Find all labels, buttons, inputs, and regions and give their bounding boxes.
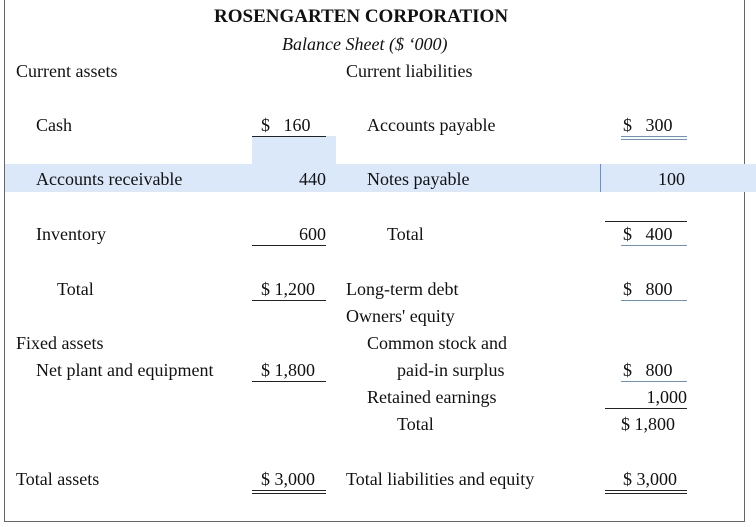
cash-underline (252, 136, 326, 137)
current-assets-heading: Current assets (16, 61, 118, 81)
accounts-receivable-value: 440 (299, 169, 326, 189)
total-liabilities-equity-value: $ 3,000 (623, 469, 677, 489)
notes-payable-box-left (600, 164, 601, 192)
balance-sheet-subtitle: Balance Sheet ($ ‘000) (282, 34, 448, 54)
long-term-debt-underline (621, 300, 687, 301)
owners-equity-label: Owners' equity (346, 306, 455, 326)
total-liabilities-equity-underline (605, 490, 687, 491)
liabilities-total-underline (621, 245, 687, 246)
total-liabilities-equity-label: Total liabilities and equity (346, 469, 535, 489)
common-stock-label-1: Common stock and (367, 333, 507, 353)
total-liabilities-equity-underline-2 (605, 493, 687, 494)
total-assets-underline (252, 490, 326, 491)
current-liabilities-heading: Current liabilities (346, 61, 473, 81)
long-term-debt-label: Long-term debt (346, 279, 459, 299)
company-title: ROSENGARTEN CORPORATION (214, 6, 509, 27)
total-assets-label: Total assets (16, 469, 100, 489)
row-highlight-cell (252, 136, 336, 164)
accounts-payable-label: Accounts payable (367, 115, 496, 135)
accounts-receivable-label: Accounts receivable (36, 169, 183, 189)
total-assets-value: $ 3,000 (261, 469, 315, 489)
total-assets-underline-2 (252, 493, 326, 494)
net-plant-underline (252, 381, 326, 382)
equity-total-label: Total (397, 414, 434, 434)
inventory-label: Inventory (36, 224, 106, 244)
liabilities-total-rule (605, 221, 687, 222)
inventory-value: 600 (299, 224, 326, 244)
liabilities-total-value: $ 400 (623, 224, 673, 244)
current-assets-total-label: Total (57, 279, 94, 299)
notes-payable-value: 100 (658, 169, 685, 189)
notes-payable-label: Notes payable (367, 169, 470, 189)
common-stock-underline (621, 381, 687, 382)
retained-earnings-value: 1,000 (646, 387, 687, 407)
common-stock-label-2: paid-in surplus (397, 360, 505, 380)
accounts-payable-underline-2 (621, 139, 687, 140)
retained-earnings-underline (605, 408, 687, 409)
liabilities-total-label: Total (387, 224, 424, 244)
common-stock-value: $ 800 (623, 360, 673, 380)
net-plant-label: Net plant and equipment (36, 360, 214, 380)
current-assets-total-value: $ 1,200 (261, 279, 315, 299)
current-assets-total-underline (252, 300, 326, 301)
inventory-underline (252, 245, 326, 246)
cash-value: $ 160 (261, 115, 311, 135)
equity-total-value: $ 1,800 (621, 414, 675, 434)
accounts-payable-underline (621, 136, 687, 137)
cash-label: Cash (36, 115, 72, 135)
net-plant-value: $ 1,800 (261, 360, 315, 380)
long-term-debt-value: $ 800 (623, 279, 673, 299)
accounts-payable-value: $ 300 (623, 115, 673, 135)
fixed-assets-heading: Fixed assets (16, 333, 104, 353)
retained-earnings-label: Retained earnings (367, 387, 497, 407)
